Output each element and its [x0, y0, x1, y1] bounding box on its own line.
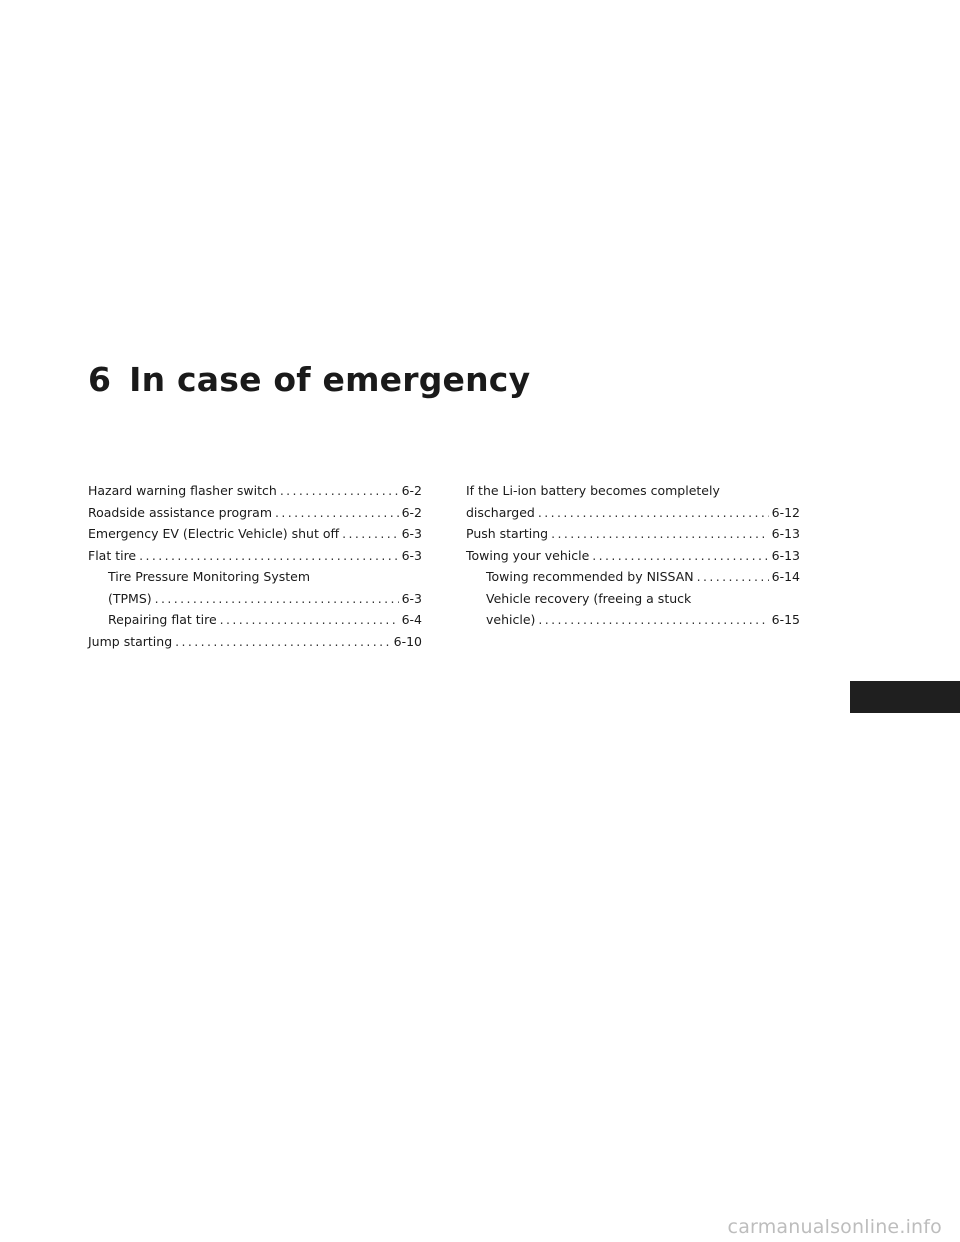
- toc-page-number: 6-12: [771, 504, 800, 520]
- toc-page-number: 6-2: [401, 504, 422, 520]
- toc-page-number: 6-13: [771, 526, 800, 541]
- toc-entry-ev-shutoff[interactable]: [88, 523, 422, 545]
- toc-entry-flat-tire[interactable]: [88, 545, 422, 567]
- toc-right-column: [466, 480, 800, 631]
- toc-leader-dots: [342, 523, 398, 545]
- toc-entry-recovery-line1[interactable]: Vehicle recovery (freeing a stuck: [486, 590, 692, 606]
- toc-leader-dots: [155, 588, 399, 610]
- toc-left-column: [88, 480, 422, 652]
- toc-leader-dots: [697, 566, 769, 588]
- toc-leader-dots: [592, 545, 768, 567]
- toc-page-number: 6-14: [771, 569, 800, 584]
- toc-entry-text: Roadside assistance program: [88, 504, 272, 520]
- toc-entry-battery-line1[interactable]: If the Li-ion battery becomes completely: [466, 483, 720, 498]
- toc-entry-text: vehicle): [486, 612, 536, 627]
- toc-entry-jump-starting[interactable]: [88, 631, 422, 653]
- toc-entry-push-starting[interactable]: [466, 523, 800, 545]
- toc-entry-recovery[interactable]: [466, 609, 800, 631]
- toc-entry-text: Hazard warning flasher switch: [88, 483, 277, 498]
- toc-entry-battery[interactable]: [466, 502, 800, 524]
- toc-leader-dots: [551, 523, 769, 545]
- toc-leader-dots: [280, 480, 399, 502]
- toc-page-number: 6-3: [401, 547, 422, 563]
- toc-leader-dots: [139, 545, 398, 567]
- toc-entry-text: (TPMS): [108, 590, 152, 606]
- toc-page-number: 6-3: [401, 526, 422, 541]
- toc-page-number: 6-2: [401, 483, 422, 498]
- toc-entry-tpms-line1[interactable]: Tire Pressure Monitoring System: [108, 569, 311, 584]
- toc-page-number: 6-15: [771, 612, 800, 627]
- toc-entry-text: Repairing flat tire: [108, 612, 217, 627]
- toc-leader-dots: [538, 609, 768, 631]
- toc-leader-dots: [538, 502, 769, 524]
- toc-entry-roadside[interactable]: [88, 502, 422, 524]
- toc-entry-repairing-flat-tire[interactable]: [88, 609, 422, 631]
- toc-page-number: 6-3: [401, 590, 422, 606]
- toc-leader-dots: [220, 609, 399, 631]
- toc-page-number: 6-13: [771, 547, 800, 563]
- chapter-thumb-tab: [850, 681, 960, 713]
- toc-entry-tpms[interactable]: [88, 588, 422, 610]
- toc-entry-text: Push starting: [466, 526, 549, 541]
- toc-entry-text: Emergency EV (Electric Vehicle) shut off: [88, 526, 340, 541]
- chapter-number: 6: [88, 360, 112, 399]
- toc-entry-hazard[interactable]: [88, 480, 422, 502]
- toc-entry-text: discharged: [466, 504, 535, 520]
- chapter-title-text: In case of emergency: [129, 360, 531, 399]
- toc-entry-text: Towing your vehicle: [466, 547, 590, 563]
- chapter-title: [88, 360, 530, 399]
- toc-page-number: 6-10: [393, 633, 422, 649]
- toc-entry-text: Flat tire: [88, 547, 137, 563]
- watermark: carmanualsonline.info: [727, 1216, 942, 1238]
- toc-leader-dots: [275, 502, 399, 524]
- toc-entry-text: Towing recommended by NISSAN: [486, 569, 694, 584]
- toc-page-number: 6-4: [401, 612, 422, 627]
- toc-entry-towing-nissan[interactable]: [466, 566, 800, 588]
- toc-entry-text: Jump starting: [88, 633, 173, 649]
- toc-leader-dots: [175, 631, 390, 653]
- toc-entry-towing[interactable]: [466, 545, 800, 567]
